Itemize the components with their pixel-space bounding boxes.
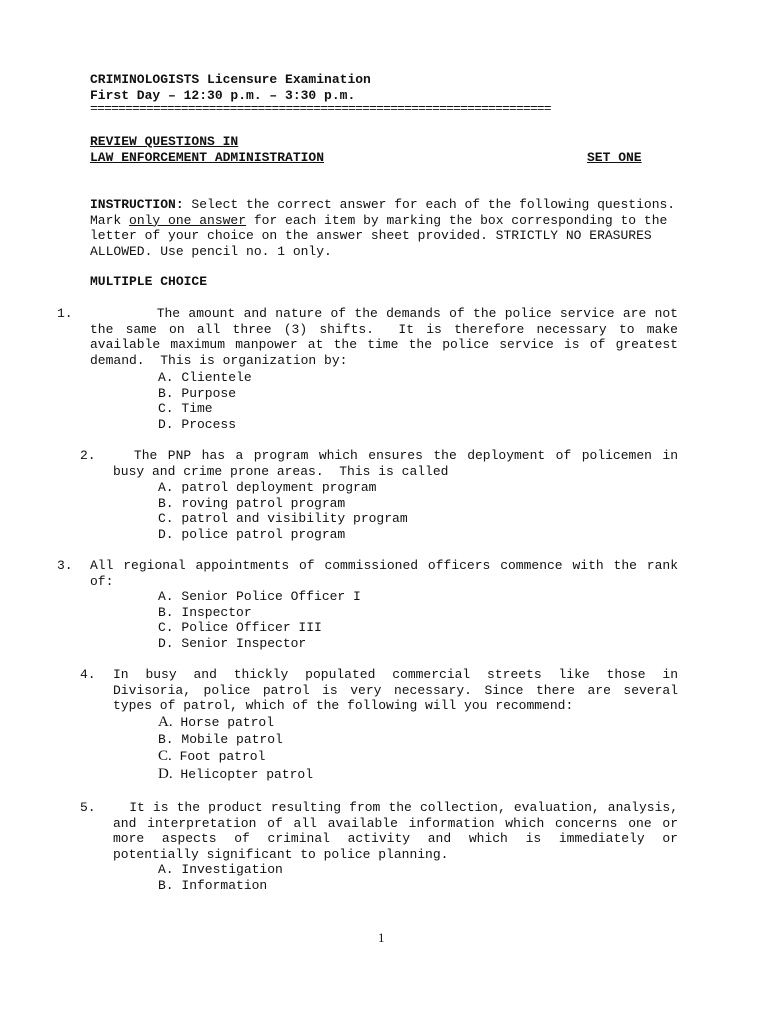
- question-text: All regional appointments of commissioned officers commence with the rank of:: [90, 558, 678, 589]
- option: C. Time: [158, 401, 213, 417]
- option-list: [158, 715, 313, 784]
- option: D. police patrol program: [158, 526, 346, 542]
- option: B. Inspector: [158, 604, 252, 620]
- review-heading-line2: LAW ENFORCEMENT ADMINISTRATION: [90, 150, 325, 165]
- page-number: 1: [378, 930, 385, 945]
- set-label: SET ONE: [587, 150, 642, 165]
- question-number: 4.: [80, 667, 96, 682]
- option: [158, 732, 313, 749]
- option-label: Horse patrol: [172, 715, 275, 730]
- option-letter: A.: [158, 714, 173, 730]
- question-text: It is the product resulting from the collection, evaluation, analysis, and interpretation of all available information which concerns one or more aspects of criminal activity and which is immediately or potentially significant to police planning.: [113, 800, 686, 862]
- separator-line: ==================================================================: [90, 101, 551, 116]
- option: A. Clientele: [158, 370, 252, 385]
- option: A. Investigation: [158, 862, 283, 877]
- option-letter: B.: [158, 732, 174, 748]
- option: A. Senior Police Officer I: [158, 589, 361, 604]
- question-number: 5.: [80, 800, 96, 815]
- option: B. roving patrol program: [158, 495, 346, 511]
- option-list: [158, 862, 283, 893]
- option: C. Police Officer III: [158, 620, 322, 636]
- option-letter: C.: [158, 748, 172, 765]
- review-heading-line1: REVIEW QUESTIONS IN: [90, 134, 239, 149]
- question-text: The PNP has a program which ensures the deployment of policemen in busy and crime prone areas. This is called: [113, 448, 686, 479]
- option-list: [158, 480, 408, 542]
- option: [158, 749, 313, 766]
- instruction-label: INSTRUCTION:: [90, 197, 184, 212]
- option: [158, 715, 313, 732]
- instruction-text-b: for each item by marking the box corresponding to the letter of your choice on the answer sheet provided. STRICTLY NO ERASURES ALLOWED. Use pencil no. 1 only.: [90, 212, 668, 259]
- option: [158, 767, 313, 784]
- option: C. patrol and visibility program: [158, 511, 408, 527]
- option: B. Information: [158, 877, 268, 893]
- question-number: 1.: [57, 306, 73, 321]
- option-label: Mobile patrol: [173, 732, 283, 748]
- instruction-underlined: only one answer: [129, 212, 247, 228]
- instruction-text-a: Select the correct answer for each of the following questions. Mark: [90, 197, 676, 228]
- question-number: 3.: [57, 558, 73, 573]
- question-number: 2.: [80, 448, 96, 463]
- question-text: The amount and nature of the demands of the police service are not the same on all three (3) shifts. It is therefore necessary to make available maximum manpower at the time the police service is of greatest demand. This is organization by:: [90, 306, 686, 368]
- question-text: In busy and thickly populated commercial streets like those in Divisoria, police patrol is very necessary. Since there are several types of patrol, which of the following will you recommend:: [113, 667, 678, 714]
- option-list: [158, 370, 252, 432]
- exam-title: CRIMINOLOGISTS Licensure Examination: [90, 72, 371, 87]
- section-title: MULTIPLE CHOICE: [90, 274, 208, 289]
- option: D. Senior Inspector: [158, 635, 307, 651]
- option-label: Helicopter patrol: [172, 766, 314, 782]
- option: D. Process: [158, 416, 237, 432]
- option-letter: D.: [158, 765, 173, 782]
- exam-schedule: First Day – 12:30 p.m. – 3:30 p.m.: [90, 88, 356, 103]
- option: B. Purpose: [158, 385, 237, 401]
- option: A. patrol deployment program: [158, 480, 377, 495]
- option-label: Foot patrol: [171, 749, 266, 765]
- instruction-paragraph: [90, 197, 680, 259]
- option-list: [158, 589, 361, 651]
